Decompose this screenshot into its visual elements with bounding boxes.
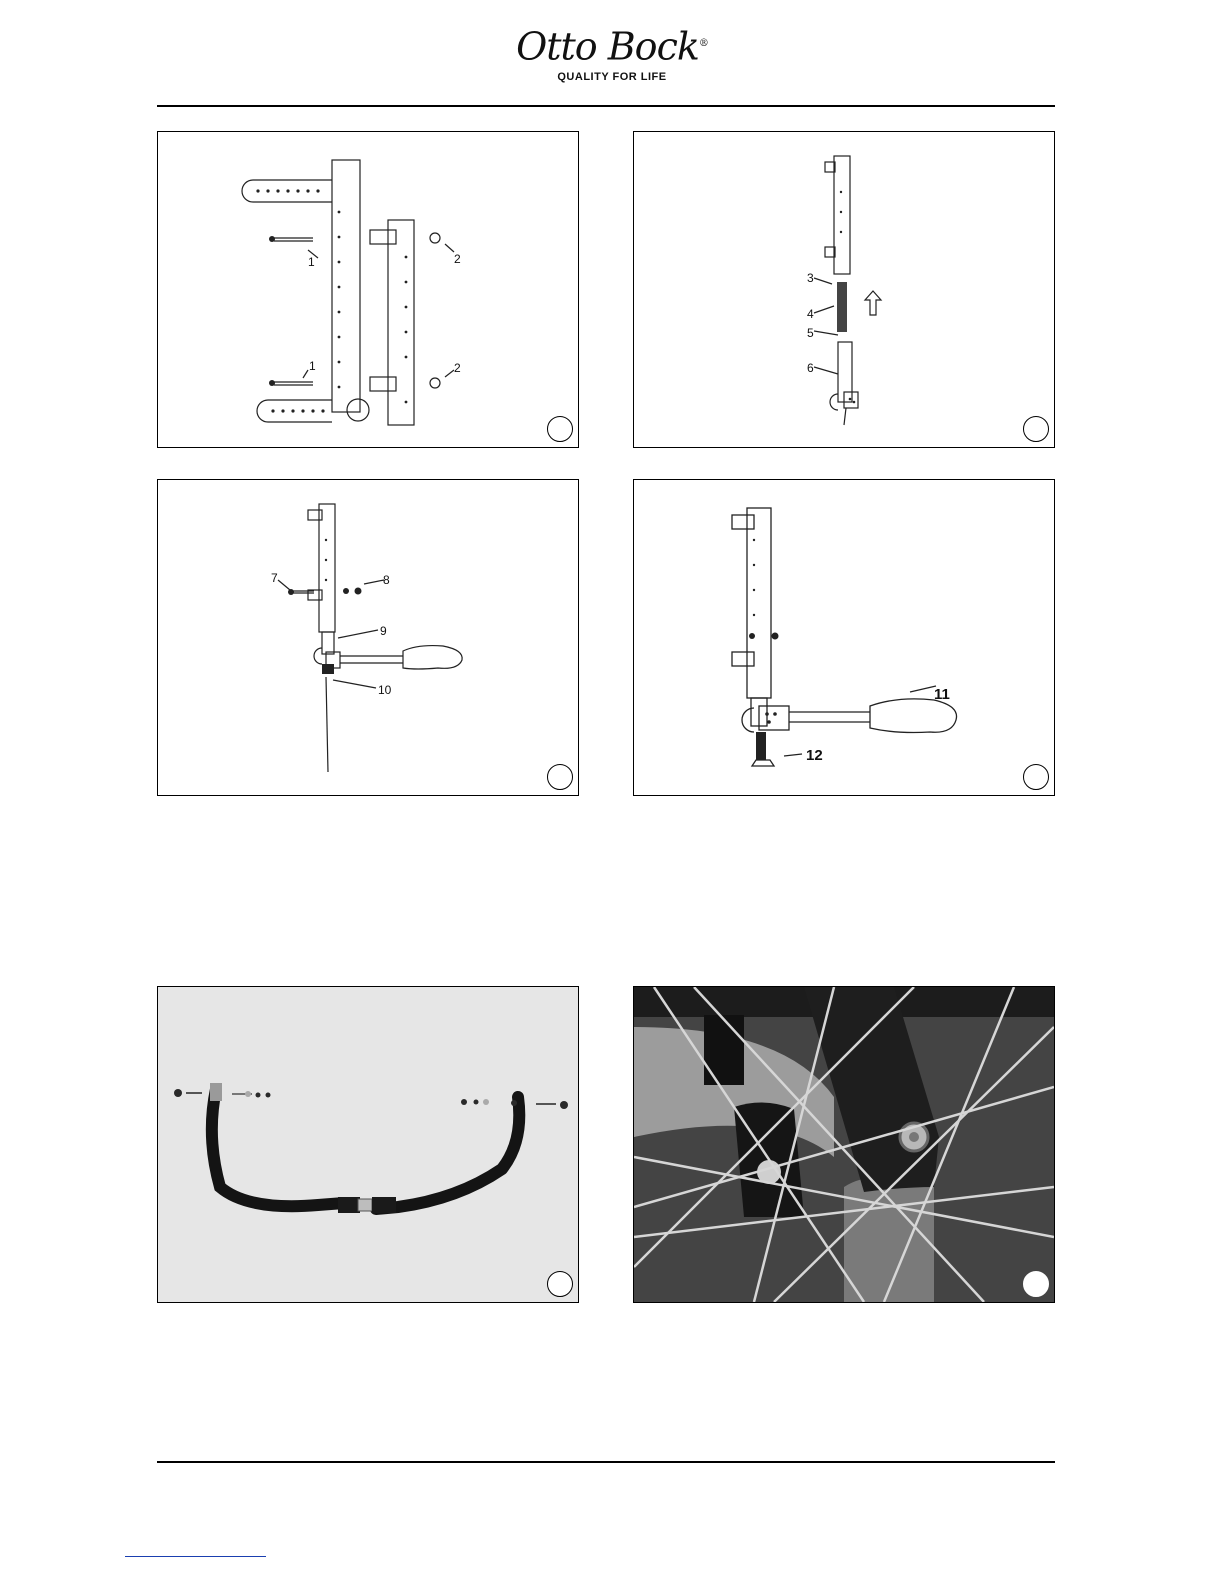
figure-2-panel <box>633 131 1055 448</box>
figure-6-wheel-photo <box>634 987 1054 1302</box>
figure-4-callout-12: 12 <box>806 747 823 764</box>
brand-logo <box>0 22 1224 83</box>
footer-link-underline[interactable] <box>125 1556 266 1557</box>
figure-4-number-circle <box>1023 764 1049 790</box>
figure-3-panel <box>157 479 579 796</box>
figure-6-photo-panel <box>633 986 1055 1303</box>
figure-5-belt-photo <box>158 987 578 1302</box>
figure-3-callout-10: 10 <box>378 683 392 697</box>
figure-5-number-circle <box>547 1271 573 1297</box>
figure-3-callout-7: 7 <box>271 571 278 585</box>
figure-2-drawing <box>634 132 1054 447</box>
figure-4-callout-11: 11 <box>934 686 950 703</box>
figure-4-drawing <box>634 480 1054 795</box>
figure-1-drawing <box>158 132 578 447</box>
figure-1-callout-1: 1 <box>308 255 315 269</box>
figure-1-number-circle <box>547 416 573 442</box>
registered-mark: ® <box>698 38 708 49</box>
figure-1-panel <box>157 131 579 448</box>
footer-rule <box>157 1461 1055 1463</box>
figure-2-callout-6: 6 <box>807 361 814 375</box>
brand-name: Otto Bock <box>516 24 699 69</box>
figure-3-callout-9: 9 <box>380 624 387 638</box>
figure-1-callout-2: 2 <box>454 252 461 266</box>
figure-2-number-circle <box>1023 416 1049 442</box>
figure-3-number-circle <box>547 764 573 790</box>
figure-3-drawing <box>158 480 578 795</box>
figure-1-callout-4: 2 <box>454 361 461 375</box>
figure-2-callout-5: 5 <box>807 326 814 340</box>
figure-1-callout-3: 1 <box>309 359 316 373</box>
figure-2-callout-3: 3 <box>807 271 814 285</box>
figure-2-callout-4: 4 <box>807 307 814 321</box>
figure-3-callout-8: 8 <box>383 573 390 587</box>
figure-5-photo-panel <box>157 986 579 1303</box>
brand-wordmark <box>0 22 1224 69</box>
figure-4-panel <box>633 479 1055 796</box>
brand-tagline: QUALITY FOR LIFE <box>557 70 667 83</box>
header-rule <box>157 105 1055 107</box>
figure-6-number-circle <box>1023 1271 1049 1297</box>
